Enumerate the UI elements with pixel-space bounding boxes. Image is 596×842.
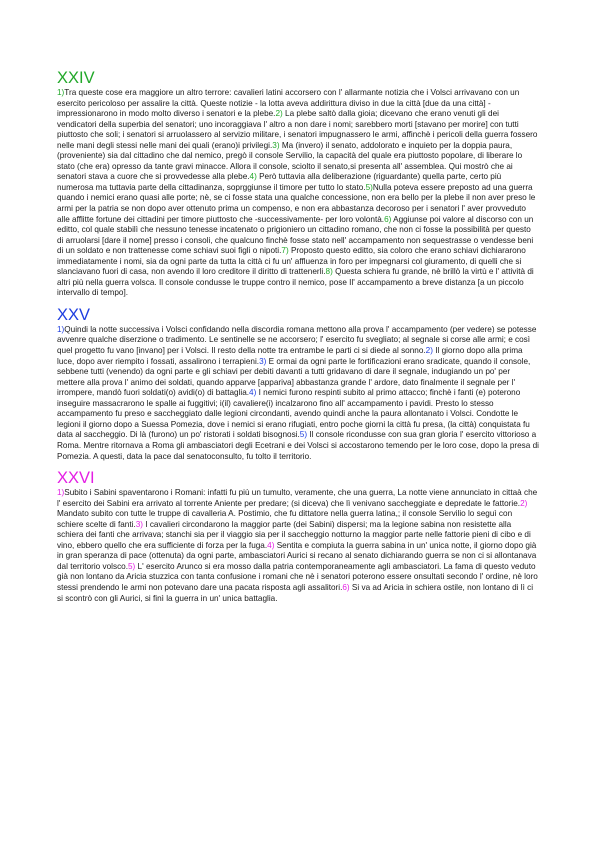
verse-text: Sentita e compiuta la guerra sabina in un' unica notte, il giorno dopo già in gran speranza di pace (ottenuta) da ogni parte, ambasciatori Aurici si recano al senato dichiarando guerra se non ci si allontanava dal territorio volsco. bbox=[57, 540, 537, 571]
verse-text: Ma (invero) il senato, addolorato e inquieto per la doppia paura, (proveniente) sia dal cittadino che dal nemico, pregò il console Servilio, la capacità del quale era piuttosto popolare, di liberare lo stato (che era) opresso da tante gravi minacce. Allora il console, sciolto il senato,si presenta all' assemblea. Qui mostrò che ai senatori stava a cuore che si provvedesse alla plebe. bbox=[57, 140, 523, 182]
verse-text: Mandato subito con tutte le truppe di cavalleria A. Postimio, che fu dittatore nella guerra latina,; il console Servilio lo seguì con schiere scelte di fanti. bbox=[57, 509, 513, 529]
chapter-xxvi bbox=[57, 470, 539, 604]
verse-text: Nulla poteva essere preposto ad una guerra quando i nemici erano quasi alle porte; nè, se ci fosse stata una qualche concessione, non era bello per la plebe il non aver preso le armi per la patria se non dopo aver ottenuto prima un compenso, e non era abbastanza decoroso per i senatori l' aver provveduto alle afflitte fortune dei cittadini per timore piuttosto che -successivamente- per loro volontà. bbox=[57, 182, 536, 224]
verse-text: Il giorno dopo alla prima luce, dopo aver riempito i fossati, assalirono i terrapieni. bbox=[57, 346, 523, 366]
verse-text: Questa schiera fu grande, nè brillò la virtù e l' attività di altri più nella guerra volsca. Il console condusse le truppe contro il nemico, pose Il' accampamento a breve distanza [a un piccolo intervallo di tempo]. bbox=[57, 267, 534, 298]
verse-number: 1) bbox=[57, 488, 65, 498]
verse-number: 4) bbox=[267, 540, 275, 550]
chapter-heading: XXIV bbox=[57, 69, 95, 87]
verse-number: 5) bbox=[299, 430, 308, 440]
verse-text: Quindi la notte successiva i Volsci confidando nella discordia romana mettono alla prova l' accampamento (per vedere) se potesse avvenre qualche diserzione o tradimento. Le sentinelle se ne accorsero; l' esercito fu svegliato; al segnale si corse alle armi; e così quel progetto fu vano [invano] per i Volsci. Il resto della notte tra entrambe le parti ci si diede al sonno. bbox=[57, 324, 537, 356]
verse-text: Subito i Sabini spaventarono i Romani: infatti fu più un tumulto, veramente, che una guerra, La notte viene annunciato in cittaà che l' esercito dei Sabini era arrivato al torrente Aniente per predare; (si diceva) che lì venivano saccheggiate e depredate le fattorie. bbox=[57, 488, 538, 508]
chapter-xxiv bbox=[57, 70, 539, 299]
verse-text: Tra queste cose era maggiore un altro terrore: cavalieri latini accorsero con l' allarmante notizia che i Volsci arrivavano con un esercito pericoloso per assalire la città. Queste notizie - la lotta aveva addirittura diviso in due la città [due da una città] - impressionarono in modo molto diverso i senatori e la plebe. bbox=[57, 88, 520, 119]
chapter-xxv bbox=[57, 307, 539, 462]
verse-text: Aggiunse poi valore al discorso con un editto, col quale stabilì che nessuno tenesse incatenato o prigioniero un cittadino romano, che non ci fosse la possibilità per questo di arruolarsi [dare il nome] presso i consoli, che qualcuno finchè fosse stato nell' accampamento non sequestrasse o vendesse beni di un soldato e non trattenesse come schiavi suoi figli o nipoti. bbox=[57, 214, 534, 256]
verse-number: 4) bbox=[249, 172, 257, 182]
verse-text: I nemici furono respinti subito al primo attacco; finchè i fanti (e) poterono inseguire massacrarono le spalle ai fuggitivi; i(il) cavaliere(i) incalzarono fino all' accampamento i pavidi. Presto lo stesso accampamento fu preso e saccheggiato dalle legioni circondanti, avendo quindi anche la paura allontanato i Volsci. Condotte le legioni il giorno dopo a Suessa Pomezia, dove i nemici si erano rifugiati, entro poche giorni la città fu presa, (la città) conquistata fu data al saccheggio. Di là (furono) un po' ristorati i soldati bisognosi. bbox=[57, 388, 530, 440]
verse-number: 3) bbox=[259, 356, 267, 366]
verse-number: 4) bbox=[249, 388, 257, 398]
verse-number: 3) bbox=[135, 519, 144, 529]
verse-number: 8) bbox=[325, 267, 333, 277]
verse-number: 1) bbox=[57, 88, 65, 97]
chapter-paragraph bbox=[57, 488, 539, 604]
chapter-heading: XXV bbox=[57, 305, 91, 324]
verse-text: La plebe saltò dalla gioia; dicevano che erano venuti gli dei vendicatori della superbia del senatori; uno incoraggiava l' altro a non dare i nomi; sarebbero morti [stavano per morire] con tutti piuttosto che soli; i senatori si arruolassero al servizio militare, i senatori impugnassero le armi, affinchè i pericoli della guerra fossero nelle mani degli stessi nelle mani dei quali (erano)i privilegi. bbox=[57, 109, 538, 150]
verse-number: 3) bbox=[272, 140, 280, 150]
verse-number: 1) bbox=[57, 324, 65, 334]
verse-text: Il console ricondusse con sua gran gloria l' esercito vittorioso a Roma. Mentre ritornava a Roma gli ambasciatori degli Ecetrani e dei Volsci si accostarono temendo per le loro cose, dopo la presa di Pomezia. A questi, data la pace dal senatoconsulto, fu tolto il territorio. bbox=[57, 430, 539, 461]
chapter-paragraph bbox=[57, 325, 539, 462]
verse-text: Però tuttavia alla deliberazione (riguardante) quella parte, certo più numerosa ma tuttavia parte della cittadinanza, soprggiunse il timore per tutto lo stato. bbox=[57, 172, 502, 192]
verse-text: I cavalieri circondarono la maggior parte (dei Sabini) dispersi; ma la legione sabina non resistette alla schiera dei fanti che arrivava; stanchi sia per il viaggio sia per il saccheggio notturno la maggior parte nelle fattorie pieni di cibo e di vino, ebbero quello che era sufficiente di forza per la fuga. bbox=[57, 519, 531, 550]
chapter-paragraph bbox=[57, 88, 539, 299]
verse-number: 7) bbox=[281, 246, 289, 256]
chapter-heading: XXVI bbox=[57, 469, 95, 488]
verse-number: 5) bbox=[365, 182, 373, 192]
document-page bbox=[57, 70, 539, 612]
verse-number: 2) bbox=[275, 109, 283, 119]
verse-text: E ormai da ogni parte le fortificazioni erano sradicate, quando il console, sebbene tutti (venendo) da ogni parte e gli schiavi per debiti davanti a tutti gridavano di dare il segnale, indugiando un po' per mettere alla prova l' animo dei soldati, quando apparve [appariva] abbastanza grande l' ardore, dato finalmente il segnale per l' irrompere, mandò fuori soldati(o) avidi(o) di battaglia. bbox=[57, 356, 531, 398]
verse-text: Proposto questo editto, sia coloro che erano schiavi dichiararono immediatamente i nomi, sia da ogni parte da tutta la città ci fu un' affluenza in foro per impegnarsi col giuramento, di quelli che si slanciavano fuori di casa, non avendo il loro creditore il diritto di trattenerli. bbox=[57, 246, 526, 277]
verse-number: 5) bbox=[128, 561, 136, 571]
verse-number: 6) bbox=[384, 214, 392, 224]
verse-number: 2) bbox=[425, 346, 433, 356]
verse-number: 2) bbox=[520, 498, 528, 508]
verse-text: L' esercito Arunco si era mosso dalla patria contemporaneamente agli ambasciatori. La fama di questo veduto già non lontano da Aricia stuzzica con tanta confusione i romani che nè i senatori poterono essere onsultati secondo l' ordine, nè loro stessi prendendo le armi non potevano dare una pacata risposta agli assalitori. bbox=[57, 561, 538, 592]
verse-number: 6) bbox=[342, 582, 350, 592]
verse-text: Si va ad Aricia in schiera ostile, non lontano di lì ci si scontrò con gli Aurici, si finì la guerra in un' unica battaglia. bbox=[57, 582, 534, 603]
